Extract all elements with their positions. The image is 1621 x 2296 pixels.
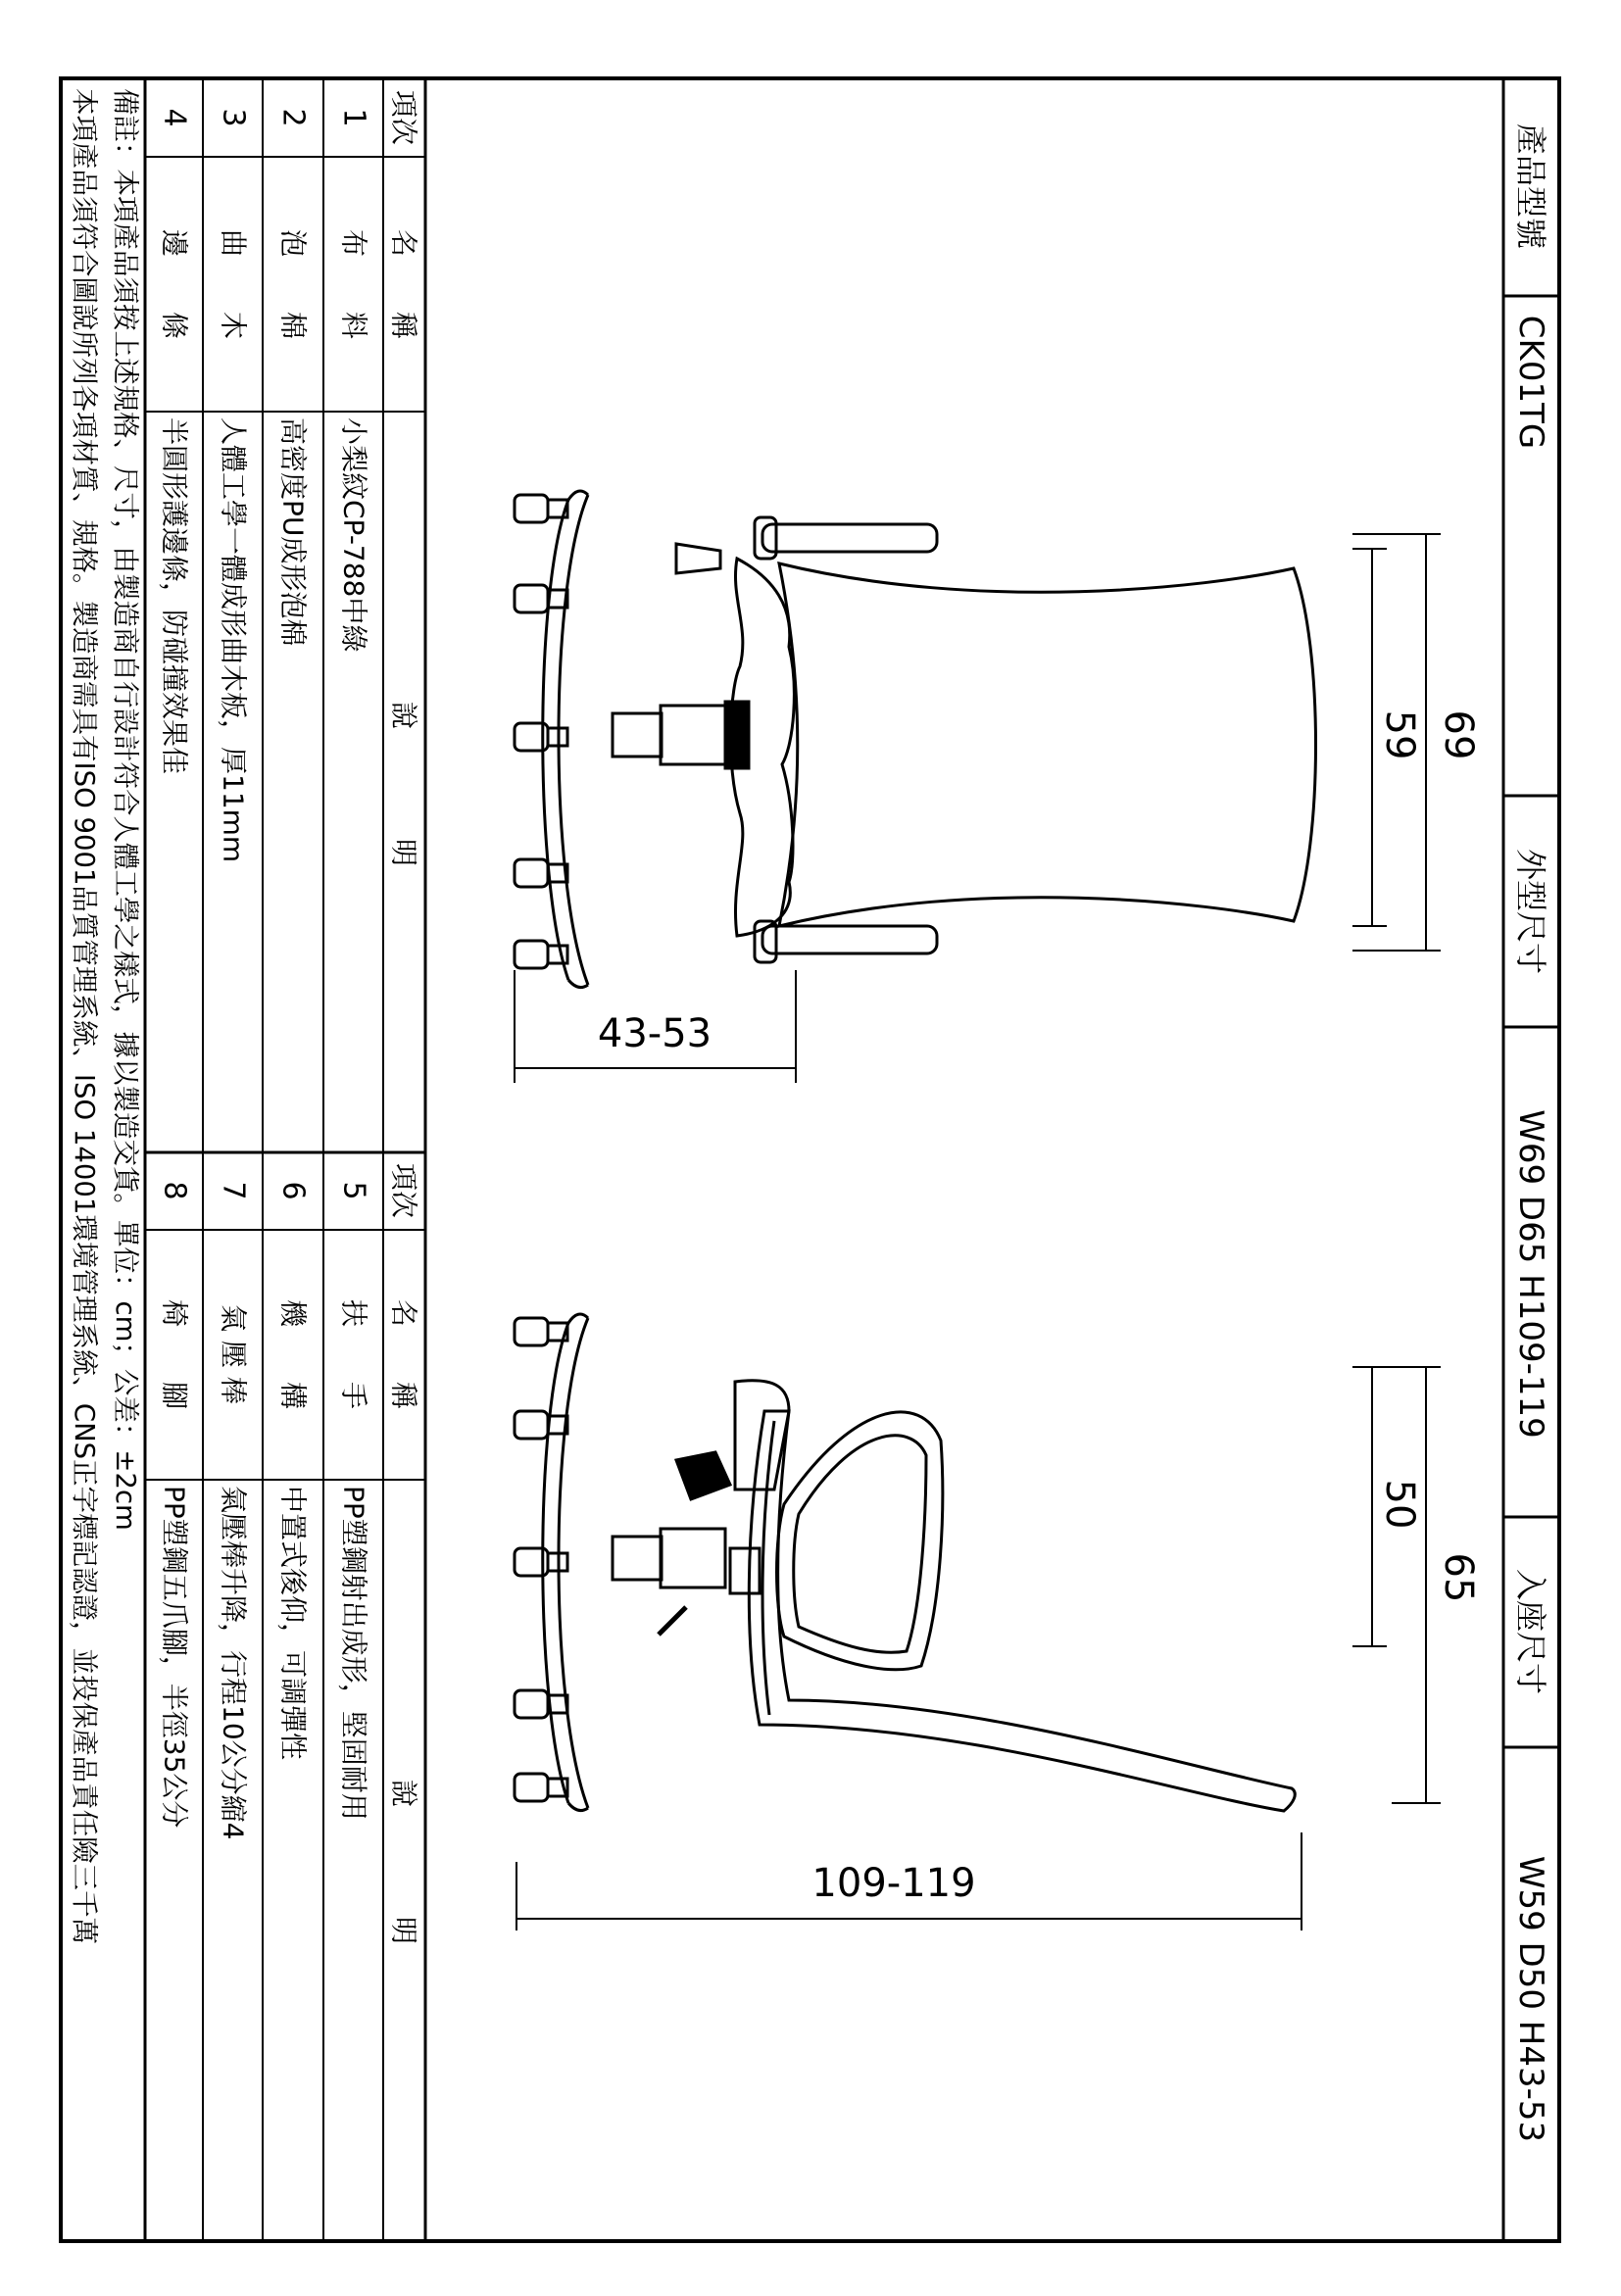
tilt-knob — [676, 544, 720, 573]
dim-front-width-outer: 69 — [1436, 709, 1481, 760]
row4-no: 4 — [157, 108, 192, 127]
page-border — [61, 78, 1559, 2241]
side-gas-column — [613, 1537, 662, 1580]
side-tilt-knob — [676, 1452, 730, 1499]
row1-name: 布 料 — [337, 228, 370, 340]
row4-name: 邊 條 — [158, 228, 191, 340]
row7-desc: 氣壓棒升降，行程10公分縮4 — [217, 1486, 250, 1840]
outer-size-value: W69 D65 H109-119 — [1511, 1109, 1550, 1439]
side-armrest-inner — [794, 1436, 926, 1652]
row8-no: 8 — [157, 1181, 192, 1200]
row7-name: 氣 壓 棒 — [217, 1304, 250, 1404]
outer-size-label: 外型尺寸 — [1512, 848, 1549, 975]
gas-lift-column — [613, 713, 662, 757]
row6-name: 機 構 — [276, 1298, 310, 1410]
row7-no: 7 — [216, 1181, 251, 1200]
row2-no: 2 — [275, 108, 311, 127]
col-header-name-left: 名 稱 — [387, 228, 420, 340]
side-mechanism — [730, 1548, 760, 1593]
col-header-name-right: 名 稱 — [387, 1298, 420, 1410]
dim-front-seat-height: 43-53 — [597, 1011, 712, 1056]
row1-desc: 小梨紋CP-788中綠 — [337, 417, 370, 653]
dim-side-depth-inner: 50 — [1377, 1479, 1422, 1530]
side-armrest-outer — [777, 1412, 943, 1670]
row8-name: 椅 腳 — [158, 1298, 191, 1410]
front-view-drawing — [515, 491, 1316, 988]
left-armrest — [762, 524, 937, 552]
side-base-outer — [559, 1318, 588, 1808]
row5-no: 5 — [336, 1181, 371, 1200]
row5-desc: PP塑鋼射出成形，堅固耐用 — [337, 1486, 370, 1821]
model-value: CK01TG — [1511, 315, 1550, 450]
right-armrest — [762, 926, 937, 953]
row3-desc: 人體工學一體成形曲木板，厚11mm — [217, 417, 250, 863]
side-dimensions — [516, 1367, 1441, 1930]
model-label: 產品型號 — [1512, 122, 1549, 250]
dim-front-width-inner: 59 — [1377, 709, 1422, 760]
row2-name: 泡 棉 — [276, 228, 310, 340]
col-header-desc-right: 說 明 — [387, 1779, 420, 1945]
base-arc-outer — [559, 495, 588, 985]
backrest-outline — [779, 563, 1316, 926]
col-header-desc-left: 說 明 — [387, 701, 420, 867]
row5-name: 扶 手 — [337, 1298, 370, 1410]
dim-side-depth-outer: 65 — [1436, 1552, 1481, 1603]
dim-side-total-height: 109-119 — [811, 1861, 976, 1906]
row6-desc: 中置式後仰，可調彈性 — [276, 1486, 310, 1761]
seat-size-value: W59 D50 H43-53 — [1511, 1855, 1550, 2143]
col-header-no-left: 項次 — [387, 89, 420, 146]
front-dimensions — [515, 534, 1441, 1083]
row3-name: 曲 木 — [217, 228, 250, 340]
row6-no: 6 — [275, 1181, 311, 1200]
gas-lift-cylinder — [661, 706, 725, 764]
row2-desc: 高密度PU成形泡棉 — [276, 417, 310, 647]
side-gas-cylinder — [661, 1529, 725, 1588]
row8-desc: PP塑鋼五爪腳，半徑35公分 — [158, 1486, 191, 1829]
mechanism-block — [725, 702, 749, 768]
side-view-drawing — [515, 1314, 1295, 1811]
col-header-no-right: 項次 — [387, 1162, 420, 1219]
spec-table — [145, 78, 425, 2241]
row3-no: 3 — [216, 108, 251, 127]
row1-no: 1 — [336, 108, 371, 127]
header-strip — [1503, 78, 1559, 2241]
row4-desc: 半圓形護邊條，防碰撞效果佳 — [158, 417, 191, 775]
seat-size-label: 入座尺寸 — [1512, 1568, 1549, 1695]
note-line-1: 備註：本項產品須按上述規格、尺寸，由製造商自行設計符合人體工學之樣式，據以製造交貨。單位：cm；公差：±2cm — [110, 88, 141, 1531]
side-lever — [659, 1607, 686, 1635]
note-line-2: 本項產品須符合圖說所列各項材質、規格。製造商需具有ISO 9001品質管理系統、ISO 14001環境管理系統、CNS正字標記認證，並投保產品責任險三千萬 — [69, 88, 100, 1945]
